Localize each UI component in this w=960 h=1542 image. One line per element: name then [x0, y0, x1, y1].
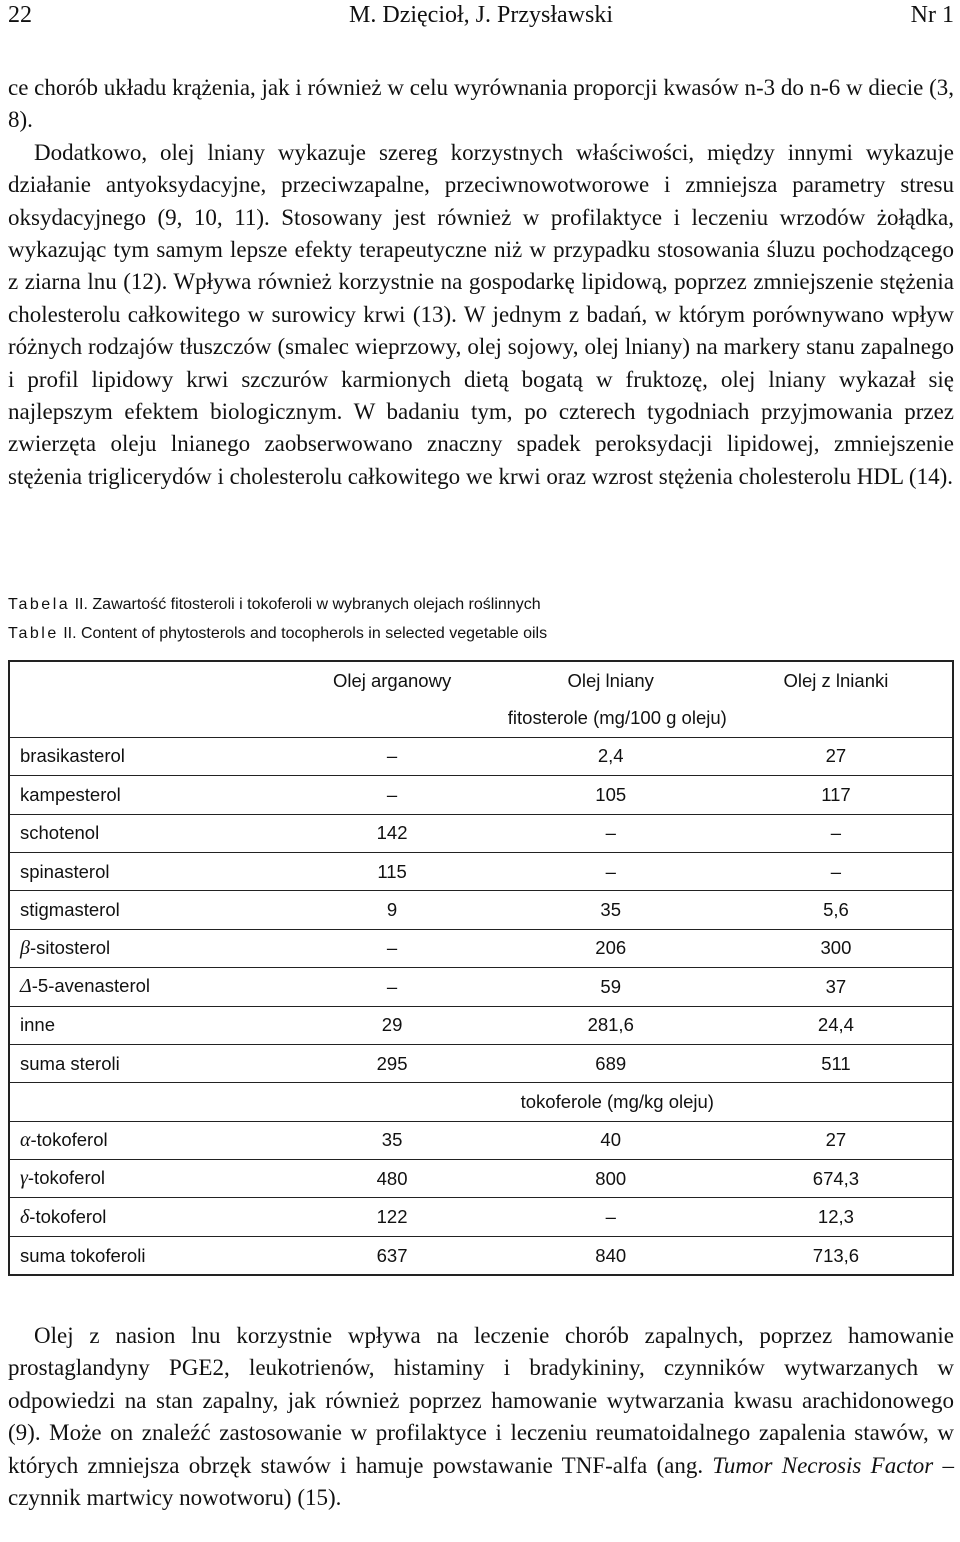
- value-cell: [720, 1121, 953, 1159]
- cell-value: 37: [825, 975, 847, 997]
- cell-value: 35: [600, 899, 621, 921]
- value-cell: [283, 814, 502, 852]
- dash-value: –: [386, 975, 398, 997]
- page-number: 22: [8, 2, 32, 28]
- table-row: [9, 891, 953, 929]
- greek-prefix: β: [20, 936, 30, 959]
- cell-value: 2,4: [597, 745, 624, 767]
- greek-prefix: γ: [20, 1167, 28, 1190]
- table-section-row: [9, 699, 953, 737]
- value-cell: [283, 891, 502, 929]
- value-cell: [502, 1160, 720, 1198]
- value-cell: [283, 1198, 502, 1236]
- row-label-text: -tokoferol: [27, 1167, 106, 1189]
- value-cell: [502, 1236, 720, 1275]
- dash-value: –: [605, 860, 616, 882]
- cell-value: 5,6: [823, 899, 849, 921]
- table-row: [9, 814, 953, 852]
- dash-value: –: [605, 1206, 616, 1228]
- cell-value: 115: [377, 860, 407, 882]
- caption-text: Zawartość fitosteroli i tokoferoli w wybranych olejach roślinnych: [92, 596, 541, 613]
- cell-value: 27: [825, 745, 847, 767]
- paragraph-text: Olej z nasion lnu korzystnie wpływa na leczenie chorób zapalnych, poprzez hamowanie prostaglandyny PGE2, leukotrienów, histaminy i bradykininy, czynników wytwarzanych w odpowiedzi na stan zapalny, jak również poprzez hamowanie wytwarzania kwasu arachidonowego (9). Może on znaleźć zastosowanie w profilaktyce i leczeniu reumatoidalnego zapalenia stawów, w których zmniejsza obrzęk stawów i hamuje powstawanie TNF-alfa (ang.: [8, 1323, 954, 1478]
- table-caption-en: [8, 625, 954, 643]
- row-label-text: stigmasterol: [20, 899, 120, 921]
- row-label-text: suma steroli: [20, 1052, 120, 1074]
- row-label: [9, 737, 283, 775]
- cell-value: 674,3: [812, 1167, 860, 1189]
- value-cell: [283, 1044, 502, 1082]
- oil-composition-table: [8, 660, 954, 1276]
- value-cell: [283, 1121, 502, 1159]
- row-label-text: spinasterol: [20, 860, 110, 882]
- value-cell: [720, 1160, 953, 1198]
- dash-value: –: [386, 783, 398, 805]
- cell-value: 24,4: [817, 1014, 854, 1036]
- table-row: [9, 968, 953, 1006]
- body-text-bottom: [8, 1320, 954, 1514]
- paragraph-text: – czynnik martwicy nowotworu) (15).: [8, 1452, 955, 1511]
- value-cell: [283, 1236, 502, 1275]
- paragraph: [8, 1320, 954, 1514]
- cell-value: 29: [381, 1014, 403, 1036]
- row-label-text: schotenol: [20, 822, 100, 844]
- cell-value: 35: [381, 1129, 403, 1151]
- value-cell: [502, 1121, 720, 1159]
- row-label-text: -sitosterol: [29, 936, 111, 958]
- value-cell: [720, 929, 953, 967]
- row-label-text: -tokoferol: [30, 1128, 108, 1150]
- cell-value: 295: [376, 1052, 408, 1074]
- running-header: [8, 2, 954, 32]
- value-cell: [720, 1236, 953, 1275]
- greek-prefix: α: [20, 1128, 31, 1151]
- column-header: Olej lniany: [502, 661, 720, 699]
- section-title: tokoferole (mg/kg oleju): [283, 1083, 953, 1121]
- value-cell: [283, 737, 502, 775]
- row-label: [9, 1044, 283, 1082]
- cell-value: 800: [595, 1167, 627, 1189]
- value-cell: [502, 1198, 720, 1236]
- paragraph: Dodatkowo, olej lniany wykazuje szereg korzystnych właściwości, między innymi wykazuje działanie antyoksydacyjne, przeciwzapalne, przeciwnowotworowe i zmniejsza parametry stresu oksydacyjnego (9, 10, 11). Stosowany jest również w profilaktyce i leczeniu wrzodów żołądka, wykazując tym samym lepsze efekty terapeutyczne niż w przypadku stosowania śluzu pochodzącego z ziarna lnu (12). Wpływa również korzystnie na gospodarkę lipidową, poprzez zmniejszenie stężenia cholesterolu całkowitego w surowicy krwi (13). W jednym z badań, w którym porównywano wpływ różnych rodzajów tłuszczów (smalec wieprzowy, olej sojowy, olej lniany) na markery stanu zapalnego i profil lipidowy krwi szczurów karmionych dietą bogatą w fruktozę, olej lniany wykazał się najlepszym efektem biologicznym. W badaniu tym, po czterech tygodniach przyjmowania przez zwierzęta oleju lnianego zaobserwowano znaczny spadek peroksydacji lipidowej, zmniejszenie stężenia triglicerydów i cholesterolu całkowitego we krwi oraz wzrost stężenia cholesterolu HDL (14).: [8, 139, 954, 489]
- value-cell: [720, 737, 953, 775]
- cell-value: 59: [600, 975, 621, 997]
- row-label-text: -5-avenasterol: [31, 975, 151, 997]
- row-label: [9, 1160, 283, 1198]
- value-cell: [502, 852, 720, 890]
- table-row: [9, 1006, 953, 1044]
- cell-value: 281,6: [587, 1014, 634, 1036]
- value-cell: [502, 1006, 720, 1044]
- caption-label: Table: [8, 625, 59, 642]
- header-empty-cell: [9, 661, 283, 699]
- table-row: [9, 1160, 953, 1198]
- cell-value: 27: [825, 1129, 847, 1151]
- row-label: [9, 852, 283, 890]
- cell-value: 511: [821, 1052, 851, 1074]
- table-row: [9, 852, 953, 890]
- row-label-text: brasikasterol: [20, 745, 125, 767]
- table-header-row: [9, 661, 953, 699]
- cell-value: 840: [595, 1244, 627, 1266]
- row-label: [9, 1236, 283, 1275]
- value-cell: [720, 852, 953, 890]
- value-cell: [502, 929, 720, 967]
- table-row: [9, 1044, 953, 1082]
- italic-term: Tumor Necrosis Factor: [712, 1452, 934, 1478]
- table-row: [9, 1198, 953, 1236]
- value-cell: [502, 891, 720, 929]
- value-cell: [720, 1198, 953, 1236]
- value-cell: [502, 968, 720, 1006]
- cell-value: 40: [600, 1129, 621, 1151]
- value-cell: [283, 929, 502, 967]
- table-caption-pl: [8, 596, 954, 614]
- value-cell: [502, 814, 720, 852]
- dash-value: –: [386, 937, 398, 959]
- value-cell: [283, 852, 502, 890]
- cell-value: 105: [595, 783, 627, 805]
- value-cell: [283, 1006, 502, 1044]
- value-cell: [283, 1160, 502, 1198]
- cell-value: 12,3: [817, 1206, 854, 1228]
- column-header: Olej z lnianki: [720, 661, 953, 699]
- row-label: [9, 929, 283, 967]
- cell-value: 142: [376, 822, 408, 844]
- value-cell: [720, 776, 953, 814]
- row-label: [9, 1198, 283, 1236]
- table-row: [9, 776, 953, 814]
- value-cell: [502, 737, 720, 775]
- row-label: [9, 968, 283, 1006]
- cell-value: 300: [820, 937, 852, 959]
- value-cell: [720, 891, 953, 929]
- greek-prefix: δ: [20, 1205, 30, 1228]
- dash-value: –: [830, 860, 842, 882]
- caption-number: II.: [63, 625, 77, 642]
- section-title: fitosterole (mg/100 g oleju): [283, 699, 953, 737]
- cell-value: 206: [595, 937, 627, 959]
- value-cell: [720, 968, 953, 1006]
- dash-value: –: [605, 822, 616, 844]
- section-empty-cell: [9, 699, 283, 737]
- running-authors: M. Dzięcioł, J. Przysławski: [349, 2, 613, 28]
- value-cell: [502, 776, 720, 814]
- body-text-top: [8, 72, 954, 493]
- caption-label: Tabela: [8, 596, 71, 613]
- row-label: [9, 814, 283, 852]
- value-cell: [720, 1044, 953, 1082]
- column-header: Olej arganowy: [283, 661, 502, 699]
- table-row: [9, 1236, 953, 1275]
- row-label-text: suma tokoferoli: [20, 1244, 146, 1266]
- table-section-row: [9, 1083, 953, 1121]
- table-row: [9, 1121, 953, 1159]
- cell-value: 122: [376, 1206, 408, 1228]
- cell-value: 9: [386, 899, 398, 921]
- caption-number: II.: [74, 596, 88, 613]
- value-cell: [283, 968, 502, 1006]
- cell-value: 637: [376, 1244, 408, 1266]
- section-empty-cell: [9, 1083, 283, 1121]
- row-label-text: inne: [20, 1014, 55, 1036]
- cell-value: 713,6: [812, 1244, 860, 1266]
- cell-value: 480: [376, 1167, 408, 1189]
- value-cell: [502, 1044, 720, 1082]
- cell-value: 689: [595, 1052, 627, 1074]
- row-label-text: kampesterol: [20, 783, 121, 805]
- dash-value: –: [386, 745, 398, 767]
- greek-prefix: Δ: [20, 975, 32, 998]
- row-label: [9, 776, 283, 814]
- row-label: [9, 1121, 283, 1159]
- row-label: [9, 891, 283, 929]
- row-label-text: -tokoferol: [29, 1205, 107, 1227]
- table-row: [9, 929, 953, 967]
- table-row: [9, 737, 953, 775]
- value-cell: [283, 776, 502, 814]
- value-cell: [720, 814, 953, 852]
- value-cell: [720, 1006, 953, 1044]
- paragraph: ce chorób układu krążenia, jak i również w celu wyrównania proporcji kwasów n-3 do n-6 w diecie (3, 8).: [8, 75, 954, 133]
- row-label: [9, 1006, 283, 1044]
- dash-value: –: [830, 822, 842, 844]
- cell-value: 117: [821, 783, 851, 805]
- issue-number: Nr 1: [910, 2, 954, 28]
- caption-text: Content of phytosterols and tocopherols in selected vegetable oils: [81, 625, 548, 642]
